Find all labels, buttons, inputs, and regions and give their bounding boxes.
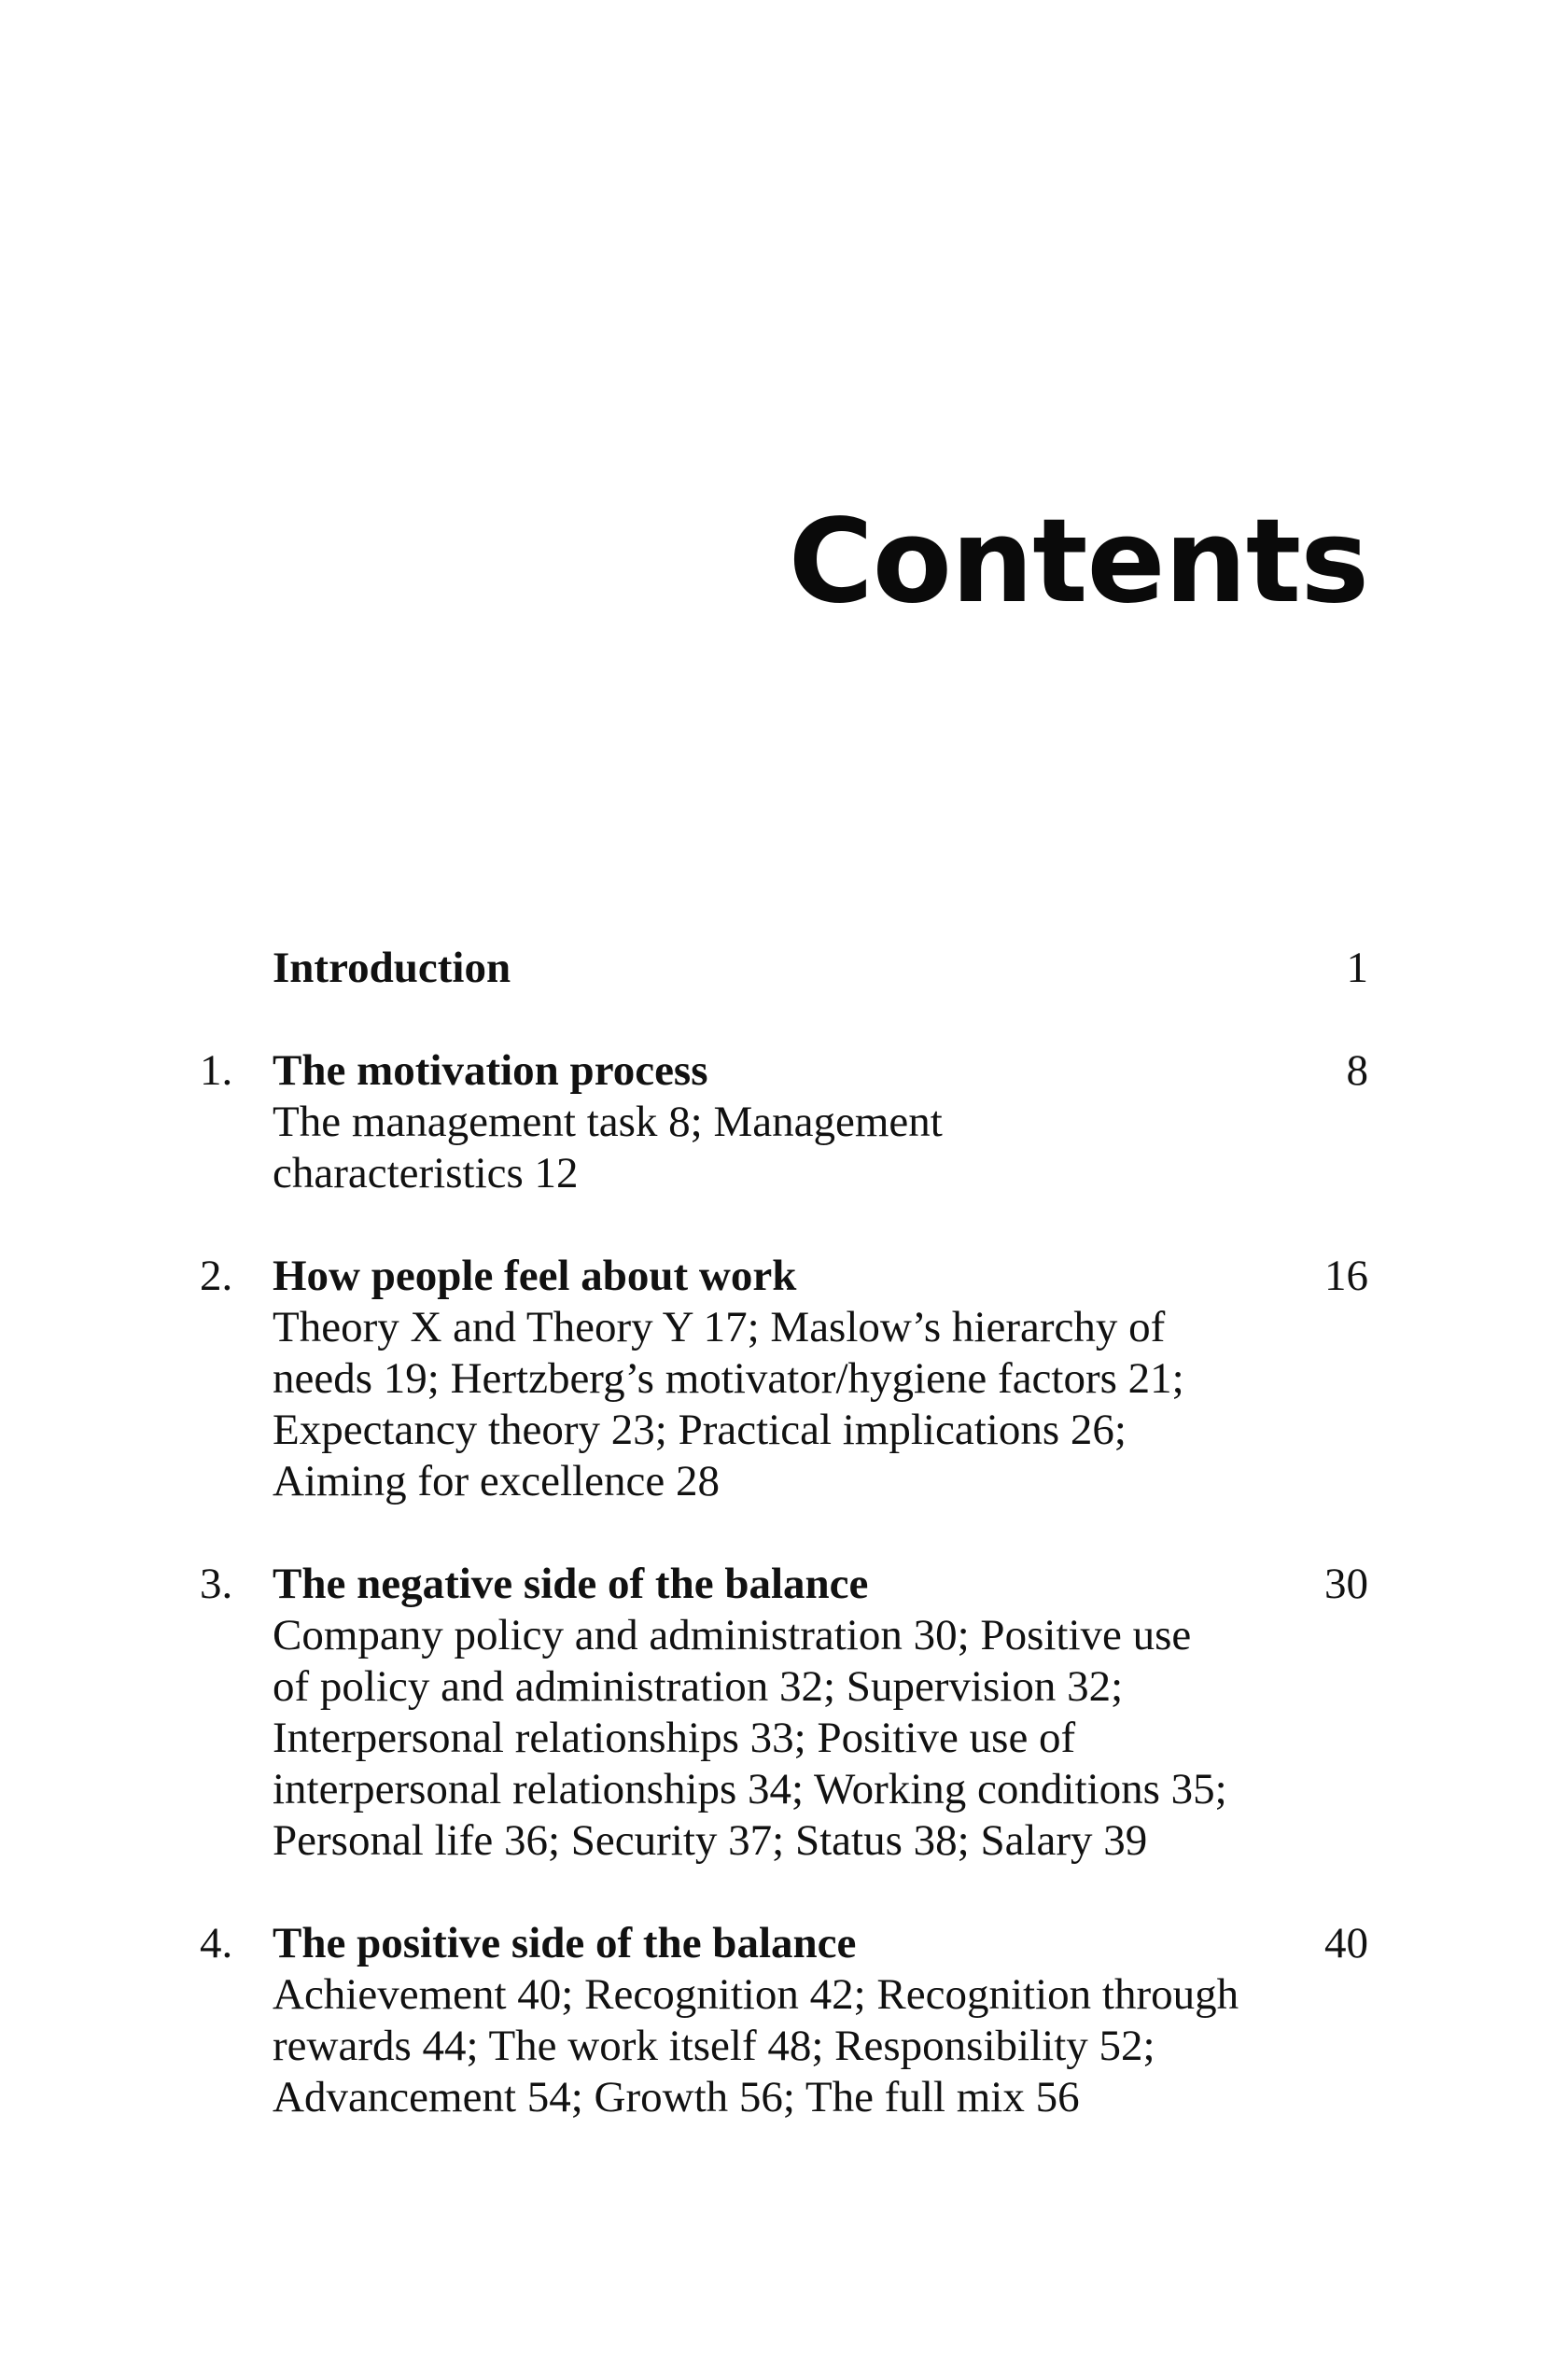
toc-entry-subtopics-line: needs 19; Hertzberg’s motivator/hygiene factors 21;	[273, 1354, 1184, 1403]
toc-entry-chapter-3[interactable]	[200, 1559, 1368, 1867]
toc-entry-subtopics-line: characteristics 12	[273, 1149, 579, 1197]
toc-entry-page: 40	[1324, 1919, 1368, 1967]
toc-entry-page: 1	[1346, 944, 1368, 992]
toc-entry-subtopics-line: Personal life 36; Security 37; Status 38; Salary 39	[273, 1816, 1148, 1865]
page-title: Contents	[788, 495, 1368, 629]
toc-entry-chapter-2[interactable]	[200, 1251, 1368, 1507]
toc-entry-subtopics-line: Theory X and Theory Y 17; Maslow’s hierarchy of	[273, 1303, 1166, 1351]
toc-entry-subtopics-line: Achievement 40; Recognition 42; Recognition through	[273, 1970, 1239, 2019]
toc-entry-title: How people feel about work	[273, 1252, 797, 1300]
toc-entry-number: 2.	[200, 1252, 233, 1300]
toc-entry-number: 4.	[200, 1919, 233, 1967]
toc-entry-title: The motivation process	[273, 1046, 708, 1095]
toc-entry-title: Introduction	[273, 944, 511, 992]
toc-entry-subtopics-line: Interpersonal relationships 33; Positive use of	[273, 1714, 1076, 1762]
toc-entry-subtopics-line: rewards 44; The work itself 48; Responsibility 52;	[273, 2022, 1155, 2070]
toc-entry-subtopics-line: Aiming for excellence 28	[273, 1457, 720, 1505]
table-of-contents	[200, 943, 1368, 2175]
toc-entry-subtopics-line: The management task 8; Management	[273, 1098, 943, 1146]
toc-entry-title: The negative side of the balance	[273, 1560, 869, 1608]
toc-entry-page: 8	[1346, 1046, 1368, 1095]
toc-entry-subtopics-line: of policy and administration 32; Supervision 32;	[273, 1662, 1124, 1711]
toc-entry-subtopics-line: Advancement 54; Growth 56; The full mix 56	[273, 2073, 1080, 2121]
toc-entry-subtopics-line: Expectancy theory 23; Practical implications 26;	[273, 1406, 1127, 1454]
toc-entry-page: 16	[1324, 1252, 1368, 1300]
toc-entry-number: 1.	[200, 1046, 233, 1095]
toc-entry-introduction[interactable]	[200, 943, 1368, 994]
toc-entry-page: 30	[1324, 1560, 1368, 1608]
toc-entry-subtopics-line: interpersonal relationships 34; Working conditions 35;	[273, 1765, 1227, 1813]
toc-entry-chapter-1[interactable]	[200, 1045, 1368, 1199]
toc-entry-subtopics-line: Company policy and administration 30; Positive use	[273, 1611, 1192, 1659]
toc-entry-title: The positive side of the balance	[273, 1919, 857, 1967]
toc-entry-chapter-4[interactable]	[200, 1918, 1368, 2123]
toc-entry-number: 3.	[200, 1560, 233, 1608]
